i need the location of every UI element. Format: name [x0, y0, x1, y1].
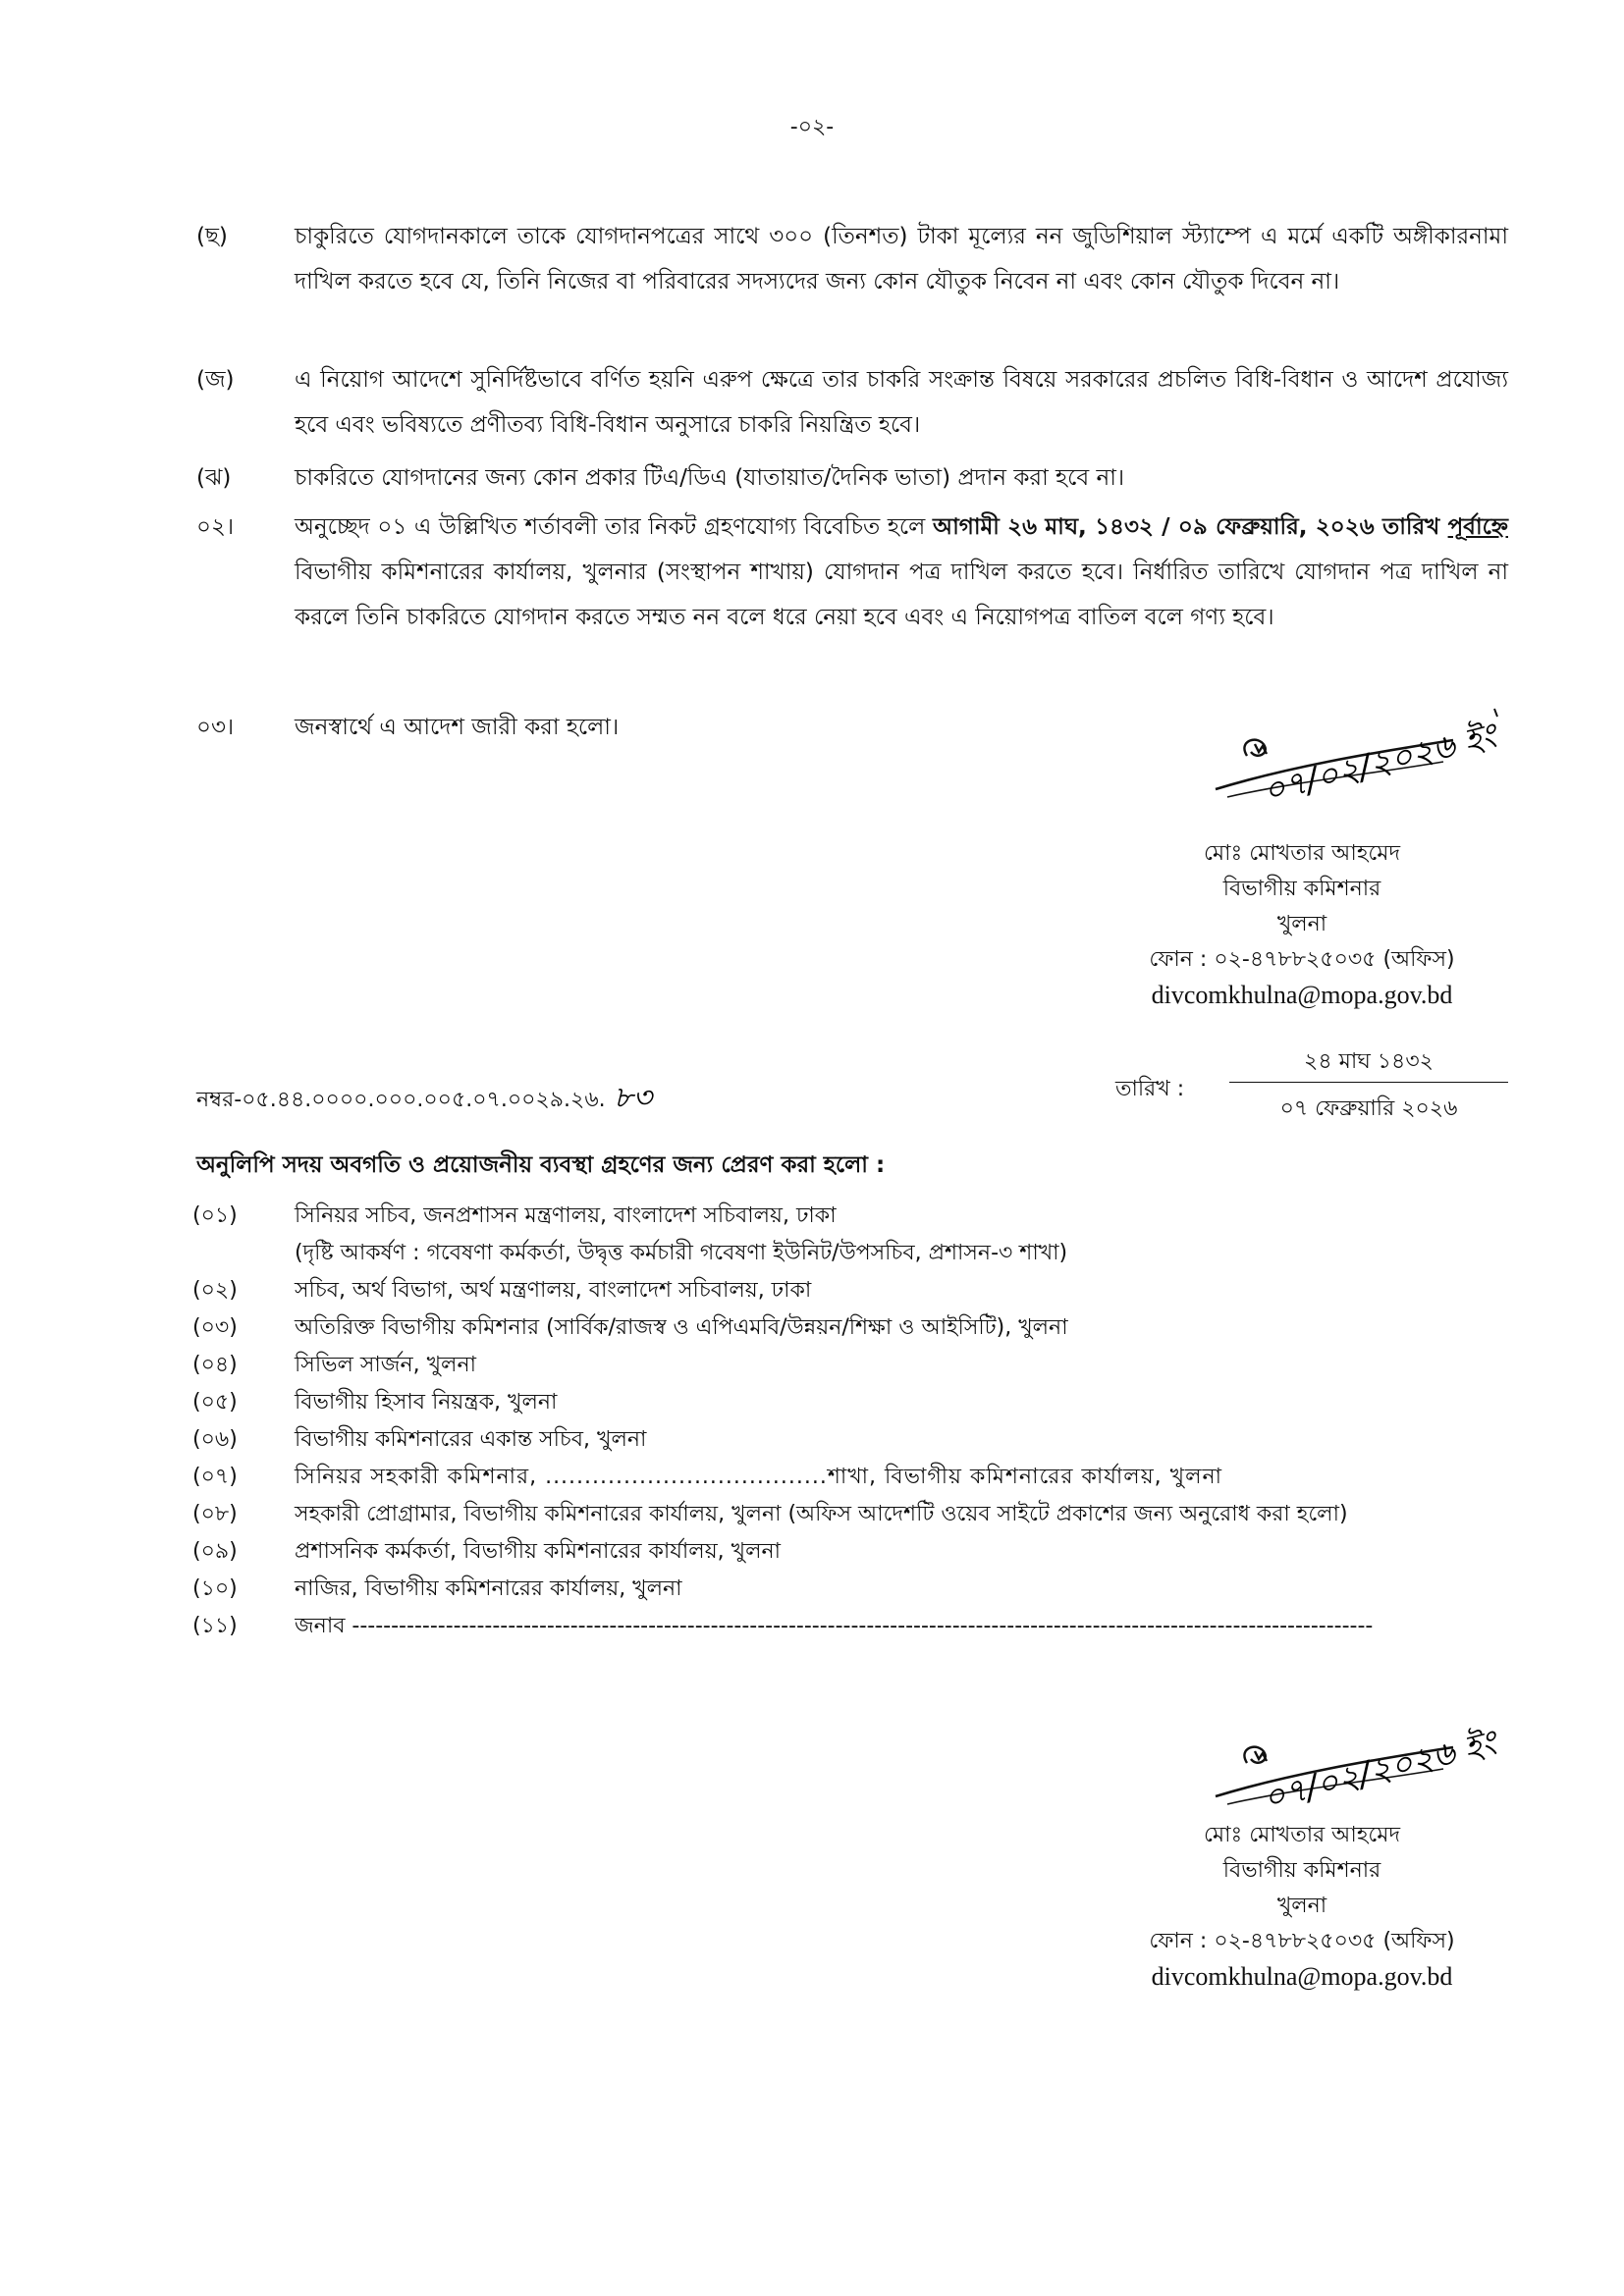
signatory-block [1096, 1818, 1508, 1995]
clause-label: (ঝ) [196, 465, 232, 491]
handwritten-signature [1208, 699, 1532, 817]
signatory-designation: বিভাগীয় কমিশনার [1222, 1858, 1381, 1883]
clause-text: এ নিয়োগ আদেশে সুনির্দিষ্টভাবে বর্ণিত হয়নি এরুপ ক্ষেত্রে তার চাকরি সংক্রান্ত বিষয়ে সরকারের প্রচলিত বিধি-বিধান ও আদেশ প্রযোজ্য হবে এবং ভবিষ্যতে প্রণীতব্য বিধি-বিধান অনুসারে চাকরি নিয়ন্ত্রিত হবে। [295, 367, 1508, 438]
list-item-text: প্রশাসনিক কর্মকর্তা, বিভাগীয় কমিশনারের কার্যালয়, খুলনা [295, 1539, 781, 1564]
list-item-number: (০৪) [192, 1353, 238, 1377]
clause-label: ০৩। [196, 715, 235, 740]
list-item-text: সিনিয়র সহকারী কমিশনার, ....................................শাখা, বিভাগীয় কমিশনারের কার্যালয়, খুলনা [295, 1465, 1222, 1489]
list-item-text: সিভিল সার্জন, খুলনা [295, 1353, 476, 1377]
list-item-number: (১১) [192, 1614, 238, 1638]
signatory-phone: ফোন : ০২-৪৭৮৮২৫০৩৫ (অফিস) [1149, 1929, 1455, 1953]
list-item-text: সহকারী প্রোগ্রামার, বিভাগীয় কমিশনারের কার্যালয়, খুলনা (অফিস আদেশটি ওয়েব সাইটে প্রকাশের জন্য অনুরোধ করা হলো) [295, 1502, 1348, 1526]
clause-label: ০২। [196, 514, 235, 540]
clause-jhha [196, 455, 1508, 501]
date-block [1115, 1042, 1508, 1131]
list-item-text: বিভাগীয় কমিশনারের একান্ত সচিব, খুলনা [295, 1427, 647, 1452]
page-number: -০২- [789, 115, 835, 139]
list-item [192, 1533, 1508, 1571]
signatory-place: খুলনা [1276, 912, 1327, 936]
list-item [192, 1309, 1508, 1347]
list-item-text: অতিরিক্ত বিভাগীয় কমিশনার (সার্বিক/রাজস্ব ও এপিএমবি/উন্নয়ন/শিক্ষা ও আইসিটি), খুলনা [295, 1315, 1068, 1340]
copy-heading: অনুলিপি সদয় অবগতি ও প্রয়োজনীয় ব্যবস্থা গ্রহণের জন্য প্রেরণ করা হলো : [196, 1152, 886, 1178]
list-item [192, 1608, 1508, 1645]
list-item-text: সচিব, অর্থ বিভাগ, অর্থ মন্ত্রণালয়, বাংলাদেশ সচিবালয়, ঢাকা [295, 1278, 812, 1303]
list-item [192, 1496, 1508, 1533]
list-item [192, 1421, 1508, 1459]
list-item-number: (০৩) [192, 1315, 238, 1340]
signatory-email: divcomkhulna@mopa.gov.bd [1151, 981, 1453, 1009]
signatory-place: খুলনা [1276, 1894, 1327, 1918]
date-bangla: ২৪ মাঘ ১৪৩২ [1304, 1049, 1434, 1074]
clause-text-part: বিভাগীয় কমিশনারের কার্যালয়, খুলনার (সংস্থাপন শাখায়) যোগদান পত্র দাখিল করতে হবে। নির্ধারিত তারিখে যোগদান পত্র দাখিল না করলে তিনি চাকরিতে যোগদান করতে সম্মত নন বলে ধরে নেয়া হবে এবং এ নিয়োগপত্র বাতিল বলে গণ্য হবে। [295, 560, 1508, 630]
signatory-designation: বিভাগীয় কমিশনার [1222, 877, 1381, 901]
clause-label: (জ) [196, 367, 235, 393]
handwritten-suffix-text: ৮৩ [613, 1081, 652, 1115]
clause-text [295, 505, 1508, 640]
date-divider [1229, 1082, 1508, 1083]
clause-02 [196, 505, 1508, 640]
clause-text-part: অনুচ্ছেদ ০১ এ উল্লিখিত শর্তাবলী তার নিকট গ্রহণযোগ্য বিবেচিত হলে [295, 514, 933, 540]
list-item-number: (০৬) [192, 1427, 238, 1452]
list-item [192, 1459, 1508, 1496]
handwritten-signature [1208, 1706, 1532, 1824]
date-label: তারিখ : [1115, 1077, 1185, 1101]
deadline-emphasis: আগামী ২৬ মাঘ, ১৪৩২ / ০৯ ফেব্রুয়ারি, ২০২৬ তারিখ [932, 514, 1448, 540]
list-item [192, 1571, 1508, 1608]
handwritten-date: ০৭/০২/২০২৬ ইং [1259, 716, 1500, 812]
handwritten-memo-suffix [612, 1078, 671, 1123]
clause-label: (ছ) [196, 224, 228, 249]
list-item [192, 1384, 1508, 1421]
memo-number-text: নম্বর-০৫.৪৪.০০০০.০০০.০০৫.০৭.০০২৯.২৬. [196, 1088, 606, 1112]
clause-text: চাকুরিতে যোগদানকালে তাকে যোগদানপত্রের সাথে ৩০০ (তিনশত) টাকা মূল্যের নন জুডিশিয়াল স্ট্যাম্পে এ মর্মে একটি অঙ্গীকারনামা দাখিল করতে হবে যে, তিনি নিজের বা পরিবারের সদস্যদের জন্য কোন যৌতুক নিবেন না এবং কোন যৌতুক দিবেন না। [295, 224, 1508, 294]
list-item-number: (০২) [192, 1278, 238, 1303]
copy-list [192, 1198, 1508, 1645]
signatory-block [1096, 836, 1508, 1013]
list-item [192, 1347, 1508, 1384]
list-item [192, 1272, 1508, 1309]
list-item-number: (০৫) [192, 1390, 238, 1415]
clause-text: চাকরিতে যোগদানের জন্য কোন প্রকার টিএ/ডিএ (যাতায়াত/দৈনিক ভাতা) প্রদান করা হবে না। [295, 465, 1125, 491]
signatory-phone: ফোন : ০২-৪৭৮৮২৫০৩৫ (অফিস) [1149, 947, 1455, 972]
signatory-email: divcomkhulna@mopa.gov.bd [1151, 1962, 1453, 1991]
clause-text: জনস্বার্থে এ আদেশ জারী করা হলো। [295, 715, 620, 740]
forenoon-emphasis: পূর্বাহ্নে [1447, 514, 1508, 540]
list-item-number: (০৮) [192, 1502, 238, 1526]
list-item-number: (০১) [192, 1203, 238, 1228]
list-item-text: বিভাগীয় হিসাব নিয়ন্ত্রক, খুলনা [295, 1390, 558, 1415]
list-item-number: (১০) [192, 1576, 238, 1601]
clause-chha [196, 214, 1508, 304]
list-item [192, 1198, 1508, 1272]
list-item-text: জনাব ----------------------------------------------------------------------------------------------------------------------------------- [295, 1614, 1374, 1638]
handwritten-date: ০৭/০২/২০২৬ ইং [1259, 1723, 1500, 1819]
clause-jha [196, 357, 1508, 448]
list-item-number: (০৭) [192, 1465, 238, 1489]
list-item-text: সিনিয়র সচিব, জনপ্রশাসন মন্ত্রণালয়, বাংলাদেশ সচিবালয়, ঢাকা [295, 1203, 837, 1228]
signatory-name: মোঃ মোখতার আহমেদ [1203, 841, 1401, 866]
list-item-text: নাজির, বিভাগীয় কমিশনারের কার্যালয়, খুলনা [295, 1576, 682, 1601]
list-item-note: (দৃষ্টি আকর্ষণ : গবেষণা কর্মকর্তা, উদ্বৃত্ত কর্মচারী গবেষণা ইউনিট/উপসচিব, প্রশাসন-৩ শাখা) [295, 1241, 1068, 1265]
date-gregorian: ০৭ ফেব্রুয়ারি ২০২৬ [1279, 1096, 1458, 1121]
signatory-name: মোঃ মোখতার আহমেদ [1203, 1823, 1401, 1847]
list-item-number: (০৯) [192, 1539, 238, 1564]
memo-number [196, 1078, 671, 1123]
